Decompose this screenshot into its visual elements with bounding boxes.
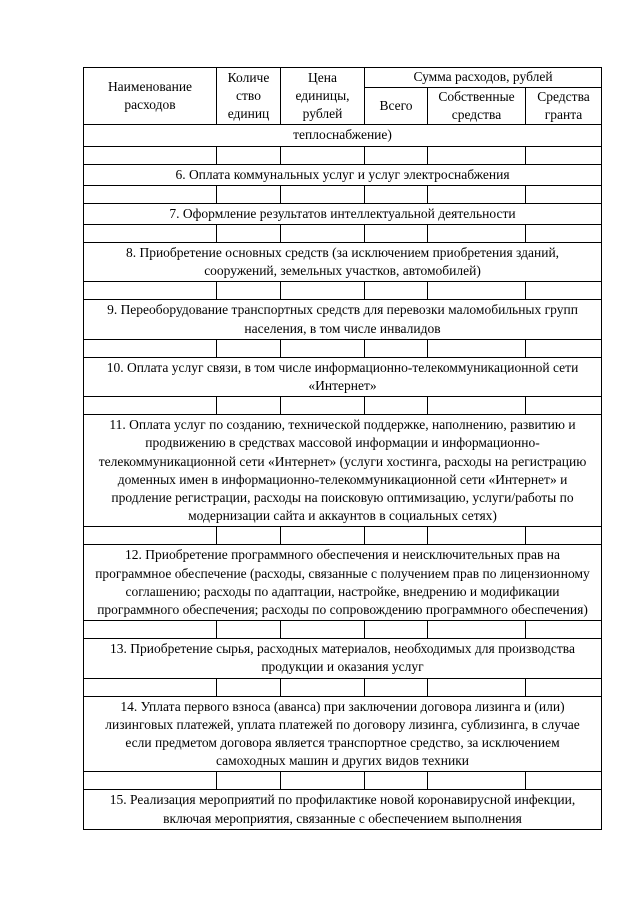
empty-cell <box>84 678 217 696</box>
empty-cell <box>365 678 428 696</box>
section-row <box>84 696 602 772</box>
empty-cell <box>217 282 281 300</box>
header-grant: Средства гранта <box>526 88 602 125</box>
section-row <box>84 639 602 678</box>
section-row <box>84 300 602 339</box>
empty-cell <box>217 339 281 357</box>
empty-cell <box>428 225 526 243</box>
empty-cell <box>428 621 526 639</box>
section-row <box>84 790 602 829</box>
empty-cell <box>526 146 602 164</box>
section-text: 8. Приобретение основных средств (за исключением приобретения зданий, сооружений, земельных участков, автомобилей) <box>84 243 602 282</box>
empty-cell <box>365 282 428 300</box>
empty-cell <box>526 678 602 696</box>
empty-cell <box>428 678 526 696</box>
empty-cell <box>428 339 526 357</box>
empty-cell <box>84 397 217 415</box>
empty-cell <box>84 621 217 639</box>
empty-cell <box>217 185 281 203</box>
empty-row <box>84 678 602 696</box>
section-row <box>84 415 602 527</box>
empty-cell <box>281 282 365 300</box>
empty-cell <box>217 678 281 696</box>
empty-cell <box>526 282 602 300</box>
empty-cell <box>84 185 217 203</box>
empty-cell <box>84 225 217 243</box>
header-name: Наименование расходов <box>84 68 217 125</box>
empty-cell <box>428 772 526 790</box>
empty-cell <box>281 397 365 415</box>
empty-cell <box>428 282 526 300</box>
empty-cell <box>217 527 281 545</box>
section-text: 6. Оплата коммунальных услуг и услуг электроснабжения <box>84 164 602 185</box>
empty-row <box>84 339 602 357</box>
empty-cell <box>217 146 281 164</box>
empty-row <box>84 185 602 203</box>
header-price: Цена единицы, рублей <box>281 68 365 125</box>
empty-cell <box>365 527 428 545</box>
empty-row <box>84 772 602 790</box>
empty-cell <box>281 621 365 639</box>
empty-cell <box>84 339 217 357</box>
empty-row <box>84 225 602 243</box>
empty-cell <box>526 339 602 357</box>
section-text: 15. Реализация мероприятий по профилактике новой коронавирусной инфекции, включая мероприятия, связанные с обеспечением выполнения <box>84 790 602 829</box>
section-text: 10. Оплата услуг связи, в том числе информационно-телекоммуникационной сети «Интернет» <box>84 357 602 396</box>
empty-row <box>84 282 602 300</box>
empty-cell <box>217 225 281 243</box>
section-row <box>84 357 602 396</box>
empty-cell <box>365 146 428 164</box>
empty-cell <box>365 225 428 243</box>
empty-cell <box>428 146 526 164</box>
empty-cell <box>281 185 365 203</box>
empty-cell <box>526 225 602 243</box>
empty-cell <box>84 146 217 164</box>
section-text: 11. Оплата услуг по созданию, технической поддержке, наполнению, развитию и продвижению в средствах массовой информации и информационно-телекоммуникационной сети «Интернет» (услуги хостинга, расходы на регистрацию доменных имен в информационно-телекоммуникационной сети «Интернет» и продление регистрации, расходы на поисковую оптимизацию, услуги/работы по модернизации сайта и аккаунтов в социальных сетях) <box>84 415 602 527</box>
section-text: 7. Оформление результатов интеллектуальной деятельности <box>84 203 602 224</box>
empty-cell <box>428 527 526 545</box>
expenses-table <box>83 67 602 830</box>
section-row <box>84 545 602 621</box>
empty-cell <box>84 772 217 790</box>
header-own: Собственные средства <box>428 88 526 125</box>
empty-cell <box>217 772 281 790</box>
empty-cell <box>526 185 602 203</box>
header-qty: Количе ство единиц <box>217 68 281 125</box>
header-sum: Сумма расходов, рублей <box>365 68 602 88</box>
empty-cell <box>526 772 602 790</box>
empty-cell <box>365 339 428 357</box>
empty-cell <box>365 772 428 790</box>
section-row <box>84 203 602 224</box>
section-text: теплоснабжение) <box>84 125 602 146</box>
empty-cell <box>365 397 428 415</box>
empty-cell <box>281 146 365 164</box>
section-text: 14. Уплата первого взноса (аванса) при заключении договора лизинга и (или) лизинговых платежей, уплата платежей по договору лизинга, сублизинга, в случае если предметом договора является транспортное средство, за исключением самоходных машин и других видов техники <box>84 696 602 772</box>
empty-cell <box>526 527 602 545</box>
empty-cell <box>217 621 281 639</box>
empty-row <box>84 527 602 545</box>
empty-cell <box>217 397 281 415</box>
empty-cell <box>526 621 602 639</box>
empty-row <box>84 621 602 639</box>
empty-cell <box>84 282 217 300</box>
section-text: 9. Переоборудование транспортных средств для перевозки маломобильных групп населения, в том числе инвалидов <box>84 300 602 339</box>
section-text: 12. Приобретение программного обеспечения и неисключительных прав на программное обеспечение (расходы, связанные с получением прав по лицензионному соглашению; расходы по адаптации, настройке, внедрению и модификации программного обеспечения; расходы по сопровождению программного обеспечения) <box>84 545 602 621</box>
section-row <box>84 243 602 282</box>
empty-cell <box>365 185 428 203</box>
section-text: 13. Приобретение сырья, расходных материалов, необходимых для производства продукции и оказания услуг <box>84 639 602 678</box>
header-row-1 <box>84 68 602 88</box>
empty-cell <box>281 678 365 696</box>
empty-row <box>84 146 602 164</box>
empty-cell <box>428 397 526 415</box>
empty-cell <box>281 527 365 545</box>
empty-cell <box>281 225 365 243</box>
empty-row <box>84 397 602 415</box>
section-row <box>84 125 602 146</box>
empty-cell <box>526 397 602 415</box>
empty-cell <box>281 772 365 790</box>
empty-cell <box>428 185 526 203</box>
section-row <box>84 164 602 185</box>
empty-cell <box>281 339 365 357</box>
empty-cell <box>365 621 428 639</box>
header-total: Всего <box>365 88 428 125</box>
empty-cell <box>84 527 217 545</box>
